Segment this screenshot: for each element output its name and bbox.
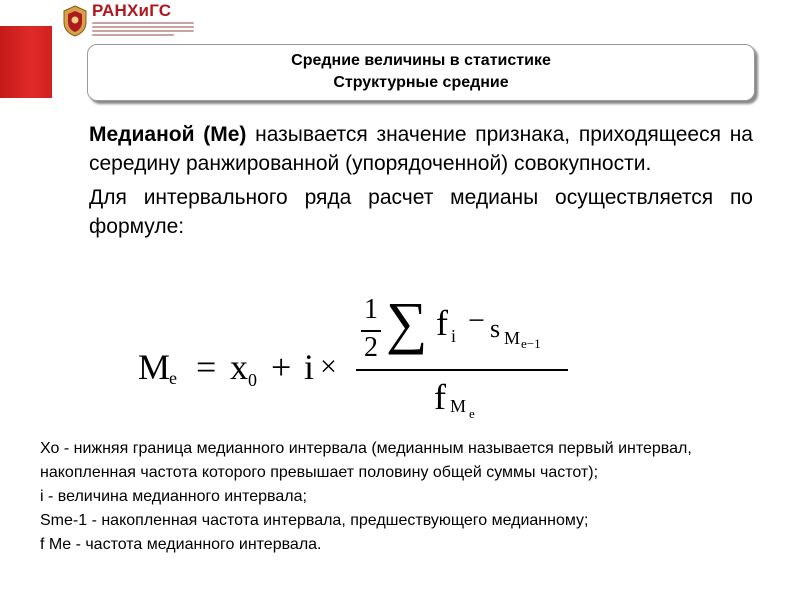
title-box: [87, 44, 755, 101]
formula-x-sub: 0: [248, 370, 257, 390]
logo-name: РАНХиГС: [92, 1, 172, 20]
median-definition: [89, 120, 753, 178]
definition-fme: f Me - частота медианного интервала.: [40, 536, 322, 553]
formula-me-sub: e: [169, 368, 177, 388]
median-term: Медианой (Ме): [89, 123, 247, 146]
page-subtitle: Структурные средние: [333, 74, 509, 91]
formula-den-subsub: e: [469, 406, 475, 421]
formula-intro: Для интервального ряда расчет медианы осуществляется по формуле:: [89, 186, 753, 238]
formula-times: ×: [320, 350, 337, 383]
formula-me: M: [138, 347, 171, 387]
formula-f-sub: i: [451, 326, 457, 346]
median-definition-text: называется значение признака, приходящееся на середину ранжированной (упорядоченной) совокупности.: [89, 123, 753, 175]
formula-den-f: f: [434, 377, 446, 417]
median-formula: [138, 292, 578, 422]
logo: [62, 2, 194, 42]
page-title: Средние величины в статистике: [291, 52, 551, 69]
formula-s-subsub: e−1: [521, 336, 541, 351]
formula-s-sub: M: [504, 328, 521, 348]
formula-den-sub: M: [450, 396, 467, 416]
formula-sigma: ∑: [386, 290, 428, 355]
formula-x: x: [230, 347, 248, 387]
formula-plus: +: [271, 347, 292, 387]
definitions-list: [40, 437, 760, 557]
formula-s: s: [490, 314, 501, 343]
formula-equals: =: [196, 347, 217, 387]
accent-block: [0, 26, 52, 98]
formula-half-one: 1: [364, 294, 378, 325]
main-fraction-line: [356, 369, 568, 371]
definition-i: i - величина медианного интервала;: [40, 488, 307, 505]
definition-x0: Хо - нижняя граница медианного интервала (медианным называется первый интервал, накопленная частота которого превышает половину общей суммы частот);: [40, 440, 692, 481]
formula-half-two: 2: [364, 332, 378, 363]
definition-sme: Sme-1 - накопленная частота интервала, предшествующего медианному;: [40, 512, 589, 529]
formula-minus: −: [468, 304, 485, 337]
emblem-icon: [62, 4, 88, 38]
logo-subtitle-lines: [92, 22, 194, 38]
body-text: [89, 120, 753, 246]
formula-i: i: [304, 347, 315, 387]
formula-f: f: [436, 303, 448, 343]
